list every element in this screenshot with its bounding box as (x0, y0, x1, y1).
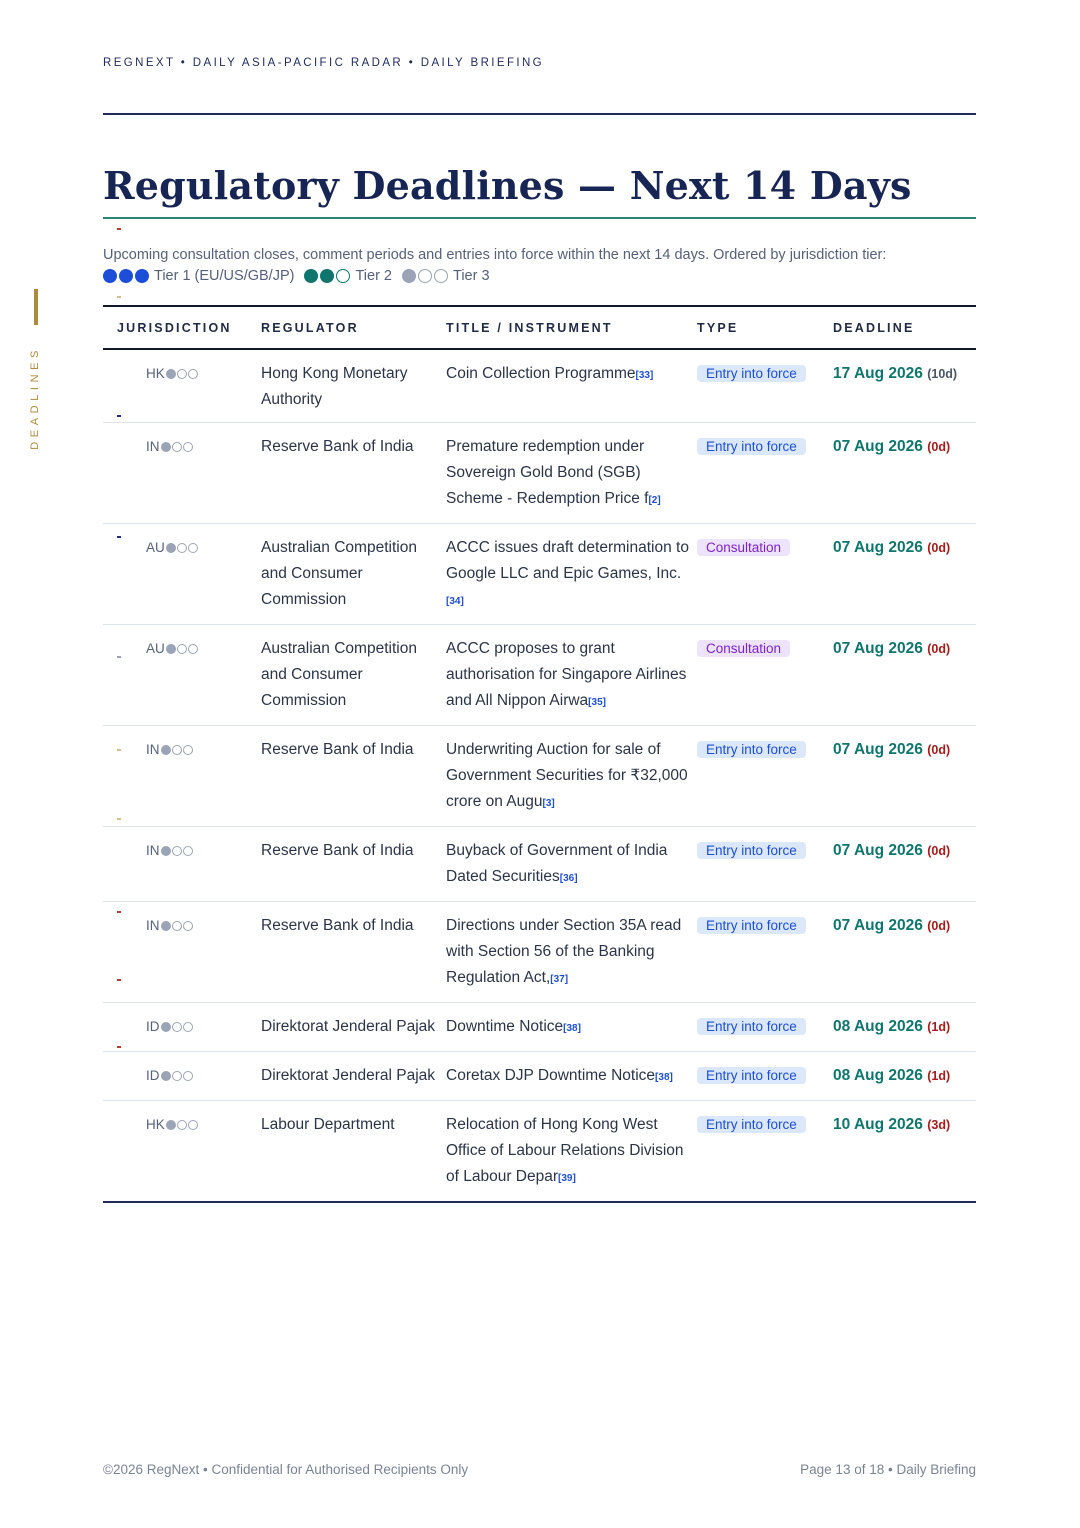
tier-dot-empty-icon (177, 644, 187, 654)
jurisdiction-tag (146, 838, 193, 864)
legend-tier2 (304, 268, 392, 284)
instrument-title: Buyback of Government of India Dated Securities (446, 842, 668, 885)
deadlines-table (103, 305, 976, 1203)
tier-dot-empty-icon (183, 1071, 193, 1081)
table-row (103, 726, 976, 827)
reference-link[interactable]: [2] (648, 495, 661, 506)
margin-tick (117, 296, 121, 298)
instrument-title: Coretax DJP Downtime Notice (446, 1067, 656, 1084)
cell-type (697, 902, 833, 1003)
deadline-date: 17 Aug 2026 (833, 365, 923, 382)
legend-tier2-label: Tier 2 (355, 268, 392, 284)
legend-tier3 (402, 268, 490, 284)
cell-jurisdiction (103, 423, 261, 524)
col-header-jurisdiction: JURISDICTION (103, 306, 261, 349)
cell-type (697, 1101, 833, 1203)
reference-link[interactable]: [33] (635, 370, 654, 381)
cell-regulator: Reserve Bank of India (261, 902, 446, 1003)
tier-dot-empty-icon (172, 1071, 182, 1081)
tier-dot-icon (103, 269, 117, 283)
cell-type (697, 1052, 833, 1101)
side-accent-bar (34, 289, 38, 325)
tier-dot-icon (166, 1120, 176, 1130)
type-badge: Entry into force (697, 1116, 806, 1133)
reference-link[interactable]: [38] (655, 1072, 673, 1083)
days-remaining: (0d) (927, 844, 951, 858)
jurisdiction-tag (146, 1063, 193, 1089)
type-badge: Entry into force (697, 438, 806, 455)
deadline-date: 07 Aug 2026 (833, 741, 923, 758)
cell-regulator: Direktorat Jenderal Pajak (261, 1052, 446, 1101)
cell-regulator: Hong Kong Monetary Authority (261, 349, 446, 423)
tier-dot-empty-icon (172, 442, 182, 452)
type-badge: Entry into force (697, 365, 806, 382)
table-row (103, 423, 976, 524)
tier-dot-empty-icon (418, 269, 432, 283)
col-header-type: TYPE (697, 306, 833, 349)
jurisdiction-tag (146, 737, 193, 763)
cell-jurisdiction (103, 524, 261, 625)
tier-dot-empty-icon (183, 442, 193, 452)
tier-dot-icon (161, 442, 171, 452)
jurisdiction-tag (146, 636, 198, 662)
instrument-title: Directions under Section 35A read with Section 56 of the Banking Regulation Act, (446, 917, 682, 986)
tier-dot-icon (119, 269, 133, 283)
cell-title (446, 1101, 697, 1203)
type-badge: Entry into force (697, 1018, 806, 1035)
reference-link[interactable]: [38] (563, 1023, 581, 1034)
tier-dot-empty-icon (177, 1120, 187, 1130)
jurisdiction-code: ID (146, 1068, 160, 1083)
tier-dot-empty-icon (183, 1022, 193, 1032)
tier-dot-icon (161, 846, 171, 856)
col-header-regulator: REGULATOR (261, 306, 446, 349)
reference-link[interactable]: [35] (588, 697, 606, 708)
tier-dot-empty-icon (188, 644, 198, 654)
tier-dot-icon (161, 1022, 171, 1032)
cell-deadline (833, 349, 976, 423)
tier-dot-icon (320, 269, 334, 283)
cell-title (446, 423, 697, 524)
table-row (103, 1101, 976, 1203)
cell-type (697, 827, 833, 902)
deadline-date: 07 Aug 2026 (833, 917, 923, 934)
tier-dot-icon (161, 921, 171, 931)
jurisdiction-code: HK (146, 366, 165, 381)
table-header-row (103, 306, 976, 349)
type-badge: Entry into force (697, 741, 806, 758)
tier-dot-icon (166, 644, 176, 654)
reference-link[interactable]: [34] (446, 596, 464, 607)
jurisdiction-code: IN (146, 843, 160, 858)
table-row (103, 524, 976, 625)
deadline-date: 07 Aug 2026 (833, 438, 923, 455)
tier-dot-empty-icon (177, 543, 187, 553)
cell-regulator: Reserve Bank of India (261, 726, 446, 827)
tier-dot-icon (166, 369, 176, 379)
cell-type (697, 726, 833, 827)
tier-legend (103, 268, 500, 284)
deadline-date: 07 Aug 2026 (833, 539, 923, 556)
cell-deadline (833, 524, 976, 625)
cell-deadline (833, 423, 976, 524)
instrument-title: Relocation of Hong Kong West Office of Labour Relations Division of Labour Depar (446, 1116, 684, 1185)
cell-jurisdiction (103, 1052, 261, 1101)
running-head: REGNEXT • DAILY ASIA-PACIFIC RADAR • DAILY BRIEFING (103, 57, 545, 69)
tier-dot-empty-icon (434, 269, 448, 283)
days-remaining: (1d) (927, 1020, 951, 1034)
days-remaining: (0d) (927, 642, 951, 656)
reference-link[interactable]: [3] (542, 798, 555, 809)
instrument-title: Coin Collection Programme (446, 365, 636, 382)
cell-regulator: Direktorat Jenderal Pajak (261, 1003, 446, 1052)
cell-regulator: Labour Department (261, 1101, 446, 1203)
type-badge: Entry into force (697, 917, 806, 934)
cell-deadline (833, 726, 976, 827)
jurisdiction-code: AU (146, 641, 165, 656)
instrument-title: Premature redemption under Sovereign Gold Bond (SGB) Scheme - Redemption Price f (446, 438, 649, 507)
cell-title (446, 349, 697, 423)
deadline-date: 08 Aug 2026 (833, 1018, 923, 1035)
reference-link[interactable]: [36] (559, 873, 578, 884)
days-remaining: (0d) (927, 743, 951, 757)
tier-dot-empty-icon (172, 921, 182, 931)
cell-title (446, 524, 697, 625)
cell-title (446, 1003, 697, 1052)
cell-title (446, 1052, 697, 1101)
table-row (103, 827, 976, 902)
cell-deadline (833, 1052, 976, 1101)
tier-dot-empty-icon (177, 369, 187, 379)
type-badge: Consultation (697, 539, 790, 556)
type-badge: Entry into force (697, 1067, 806, 1084)
col-header-deadline: DEADLINE (833, 306, 976, 349)
cell-jurisdiction (103, 827, 261, 902)
reference-link[interactable]: [39] (558, 1173, 576, 1184)
type-badge: Entry into force (697, 842, 806, 859)
tier-dot-icon (161, 1071, 171, 1081)
instrument-title: ACCC proposes to grant authorisation for Singapore Airlines and All Nippon Airwa (446, 640, 687, 709)
cell-regulator: Australian Competition and Consumer Commission (261, 524, 446, 625)
cell-regulator: Reserve Bank of India (261, 423, 446, 524)
tier-dot-empty-icon (188, 543, 198, 553)
table-row (103, 1052, 976, 1101)
jurisdiction-code: HK (146, 1117, 165, 1132)
tier-dot-empty-icon (183, 745, 193, 755)
reference-link[interactable]: [37] (550, 974, 569, 985)
col-header-title: TITLE / INSTRUMENT (446, 306, 697, 349)
cell-jurisdiction (103, 625, 261, 726)
cell-deadline (833, 902, 976, 1003)
tier-dot-empty-icon (172, 846, 182, 856)
days-remaining: (10d) (927, 367, 958, 381)
days-remaining: (1d) (927, 1069, 951, 1083)
side-section-label: DEADLINES (29, 346, 41, 450)
cell-deadline (833, 827, 976, 902)
footer-copyright: ©2026 RegNext • Confidential for Authorised Recipients Only (103, 1462, 469, 1477)
cell-type (697, 1003, 833, 1052)
cell-jurisdiction (103, 349, 261, 423)
title-rule (103, 217, 976, 219)
legend-tier1 (103, 268, 294, 284)
tier-dot-icon (402, 269, 416, 283)
tier-dot-empty-icon (336, 269, 350, 283)
margin-tick (117, 228, 121, 230)
deadline-date: 08 Aug 2026 (833, 1067, 923, 1084)
table-row (103, 1003, 976, 1052)
cell-deadline (833, 1101, 976, 1203)
jurisdiction-tag (146, 1112, 198, 1138)
deadline-date: 10 Aug 2026 (833, 1116, 923, 1133)
cell-deadline (833, 1003, 976, 1052)
cell-type (697, 349, 833, 423)
cell-title (446, 902, 697, 1003)
type-badge: Consultation (697, 640, 790, 657)
legend-tier1-label: Tier 1 (EU/US/GB/JP) (154, 268, 295, 284)
jurisdiction-code: AU (146, 540, 165, 555)
cell-type (697, 423, 833, 524)
tier-dot-empty-icon (188, 1120, 198, 1130)
intro-text: Upcoming consultation closes, comment periods and entries into force within the next 14 days. Ordered by jurisdiction tier: (103, 247, 887, 263)
cell-jurisdiction (103, 902, 261, 1003)
jurisdiction-code: IN (146, 742, 160, 757)
cell-jurisdiction (103, 1003, 261, 1052)
header-rule (103, 113, 976, 115)
tier-dot-icon (135, 269, 149, 283)
cell-type (697, 524, 833, 625)
deadline-date: 07 Aug 2026 (833, 842, 923, 859)
cell-title (446, 625, 697, 726)
tier-dot-empty-icon (172, 745, 182, 755)
cell-type (697, 625, 833, 726)
tier-dot-icon (304, 269, 318, 283)
tier-dot-empty-icon (183, 846, 193, 856)
table-row (103, 625, 976, 726)
tier-dot-empty-icon (172, 1022, 182, 1032)
days-remaining: (3d) (927, 1118, 951, 1132)
table-row (103, 902, 976, 1003)
instrument-title: Underwriting Auction for sale of Government Securities for ₹32,000 crore on Augu (446, 741, 688, 810)
jurisdiction-tag (146, 361, 198, 387)
cell-regulator: Reserve Bank of India (261, 827, 446, 902)
cell-title (446, 726, 697, 827)
instrument-title: ACCC issues draft determination to Google LLC and Epic Games, Inc. (446, 539, 689, 582)
tier-dot-empty-icon (188, 369, 198, 379)
cell-jurisdiction (103, 1101, 261, 1203)
cell-regulator: Australian Competition and Consumer Commission (261, 625, 446, 726)
jurisdiction-code: ID (146, 1019, 160, 1034)
tier-dot-empty-icon (183, 921, 193, 931)
page-title: Regulatory Deadlines — Next 14 Days (103, 163, 912, 208)
jurisdiction-code: IN (146, 918, 160, 933)
days-remaining: (0d) (927, 440, 951, 454)
jurisdiction-tag (146, 913, 193, 939)
deadline-date: 07 Aug 2026 (833, 640, 923, 657)
table-row (103, 349, 976, 423)
tier-dot-icon (161, 745, 171, 755)
cell-jurisdiction (103, 726, 261, 827)
cell-deadline (833, 625, 976, 726)
jurisdiction-tag (146, 535, 198, 561)
tier-dot-icon (166, 543, 176, 553)
legend-tier3-label: Tier 3 (453, 268, 490, 284)
jurisdiction-tag (146, 434, 193, 460)
cell-title (446, 827, 697, 902)
days-remaining: (0d) (927, 541, 951, 555)
jurisdiction-tag (146, 1014, 193, 1040)
instrument-title: Downtime Notice (446, 1018, 564, 1035)
days-remaining: (0d) (927, 919, 951, 933)
footer-page-info: Page 13 of 18 • Daily Briefing (800, 1462, 976, 1477)
jurisdiction-code: IN (146, 439, 160, 454)
